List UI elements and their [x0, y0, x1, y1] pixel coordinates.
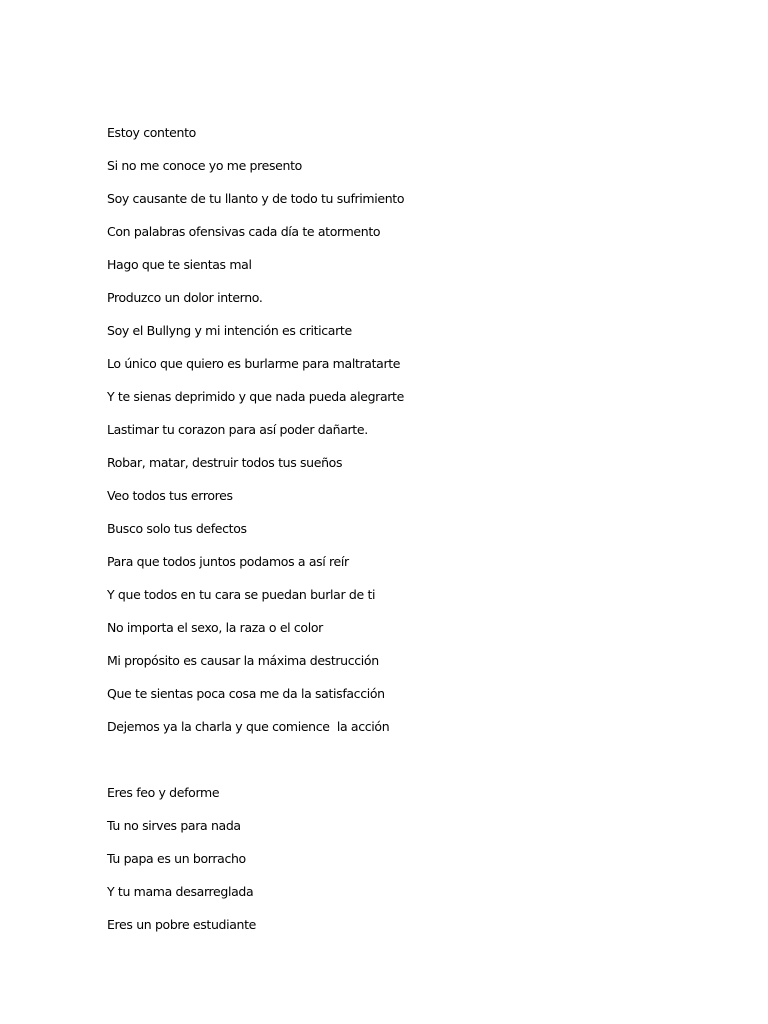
- poem-line: Eres un pobre estudiante: [107, 917, 257, 932]
- poem-line: No importa el sexo, la raza o el color: [107, 620, 323, 635]
- stanza-1: [107, 123, 707, 750]
- poem-line: Y te sienas deprimido y que nada pueda alegrarte: [107, 389, 404, 404]
- poem-line: Robar, matar, destruir todos tus sueños: [107, 455, 343, 470]
- poem-line: Lastimar tu corazon para así poder dañarte.: [107, 422, 368, 437]
- poem-line: Para que todos juntos podamos a así reír: [107, 554, 349, 569]
- poem-line: Que te sientas poca cosa me da la satisfacción: [107, 686, 385, 701]
- poem-line: Hago que te sientas mal: [107, 257, 252, 272]
- poem-text: [107, 123, 707, 948]
- poem-line: Lo único que quiero es burlarme para maltratarte: [107, 356, 401, 371]
- poem-line: Soy el Bullyng y mi intención es criticarte: [107, 323, 352, 338]
- poem-line: Estoy contento: [107, 125, 196, 140]
- poem-line: Con palabras ofensivas cada día te atormento: [107, 224, 381, 239]
- poem-line: Si no me conoce yo me presento: [107, 158, 302, 173]
- poem-line: Y tu mama desarreglada: [107, 884, 254, 899]
- poem-line: Tu papa es un borracho: [107, 851, 246, 866]
- poem-line: Tu no sirves para nada: [107, 818, 241, 833]
- poem-line: Produzco un dolor interno.: [107, 290, 263, 305]
- poem-line: Eres feo y deforme: [107, 785, 220, 800]
- poem-line: Dejemos ya la charla y que comience la acción: [107, 719, 390, 734]
- poem-line: Veo todos tus errores: [107, 488, 233, 503]
- stanza-2: [107, 783, 707, 948]
- poem-line: Busco solo tus defectos: [107, 521, 247, 536]
- poem-line: Soy causante de tu llanto y de todo tu sufrimiento: [107, 191, 405, 206]
- poem-line: Mi propósito es causar la máxima destrucción: [107, 653, 379, 668]
- poem-line: Y que todos en tu cara se puedan burlar de ti: [107, 587, 376, 602]
